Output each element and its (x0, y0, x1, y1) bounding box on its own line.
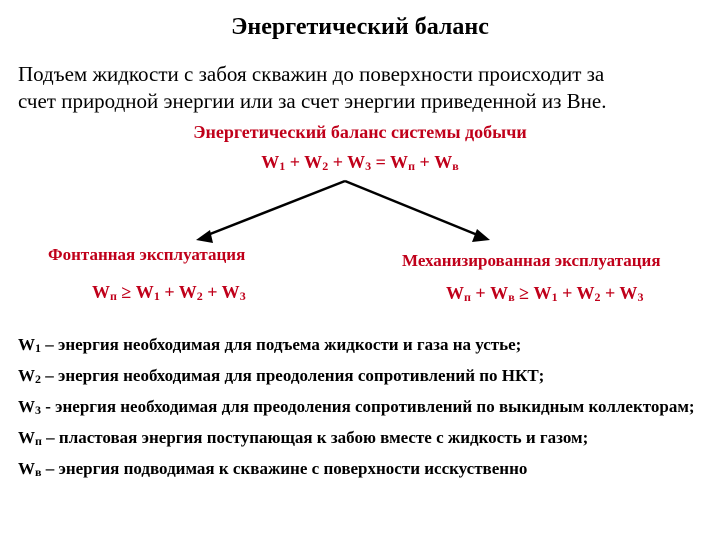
formula-subscript: п (408, 159, 415, 173)
left-arrow-head (196, 230, 213, 243)
formula-term: + W (159, 282, 197, 302)
definition-item (18, 455, 708, 486)
formula-term: + W (470, 283, 509, 303)
definition-symbol: W (18, 459, 35, 478)
definition-item (18, 331, 708, 362)
left-arrow-line (205, 181, 345, 236)
definition-item (18, 424, 708, 455)
formula-subscript: 3 (637, 290, 644, 304)
branch-flowing: Фонтанная эксплуатация (48, 245, 246, 264)
intro-line-2: счет природной энергии или за счет энергии приведенной из Вне. (18, 89, 607, 113)
definition-symbol: W (18, 366, 35, 385)
formula-term: = W (371, 152, 409, 172)
definition-item (18, 393, 708, 424)
formula-subscript: 1 (153, 289, 160, 303)
formula-term: W (446, 283, 464, 303)
definition-symbol: W (18, 335, 35, 354)
formula-subscript: 2 (322, 159, 329, 173)
section-subheading: Энергетический баланс системы добычи (193, 122, 527, 142)
definition-subscript: в (35, 465, 42, 479)
formula-subscript: в (508, 290, 515, 304)
formula-subscript: 3 (365, 159, 372, 173)
formula-term: W (92, 282, 110, 302)
formula-subscript: п (110, 289, 117, 303)
definition-subscript: п (35, 434, 42, 448)
formula-term: + W (600, 283, 638, 303)
right-arrow-head (472, 229, 490, 242)
page-title: Энергетический баланс (231, 14, 489, 40)
formula-term: ≥ W (514, 283, 552, 303)
definition-text: – энергия необходимая для преодоления сопротивлений по НКТ; (41, 366, 545, 385)
formula-subscript: 2 (594, 290, 601, 304)
formula-subscript: п (464, 290, 471, 304)
formula-term: + W (557, 283, 595, 303)
right-arrow-line (345, 181, 480, 236)
formula-subscript: 1 (279, 159, 286, 173)
formula-term: + W (328, 152, 366, 172)
formula-term: + W (202, 282, 240, 302)
definition-item (18, 362, 708, 393)
formula-subscript: 1 (551, 290, 558, 304)
definition-text: - энергия необходимая для преодоления сопротивлений по выкидным коллекторам; (41, 397, 695, 416)
formula-term: W (261, 152, 280, 172)
formula-subscript: 3 (239, 289, 246, 303)
definition-subscript: 2 (35, 372, 41, 386)
definition-text: – энергия необходимая для подъема жидкости и газа на устье; (41, 335, 522, 354)
definitions-list (18, 331, 708, 486)
definition-subscript: 1 (35, 341, 41, 355)
formula-subscript: в (452, 159, 459, 173)
intro-line-1: Подъем жидкости с забоя скважин до поверхности происходит за (18, 62, 605, 86)
formula-term: + W (414, 152, 453, 172)
definition-subscript: 3 (35, 403, 41, 417)
formula-subscript: 2 (196, 289, 203, 303)
formula-term: + W (285, 152, 323, 172)
flowing-formula (92, 282, 246, 304)
definition-text: – пластовая энергия поступающая к забою вместе с жидкость и газом; (41, 428, 589, 447)
branch-mechanized: Механизированная эксплуатация (402, 251, 661, 270)
definition-symbol: W (18, 428, 35, 447)
definition-symbol: W (18, 397, 35, 416)
mechanized-formula (446, 283, 643, 305)
formula-term: ≥ W (116, 282, 154, 302)
definition-text: – энергия подводимая к скважине с поверхности исскуственно (41, 459, 528, 478)
